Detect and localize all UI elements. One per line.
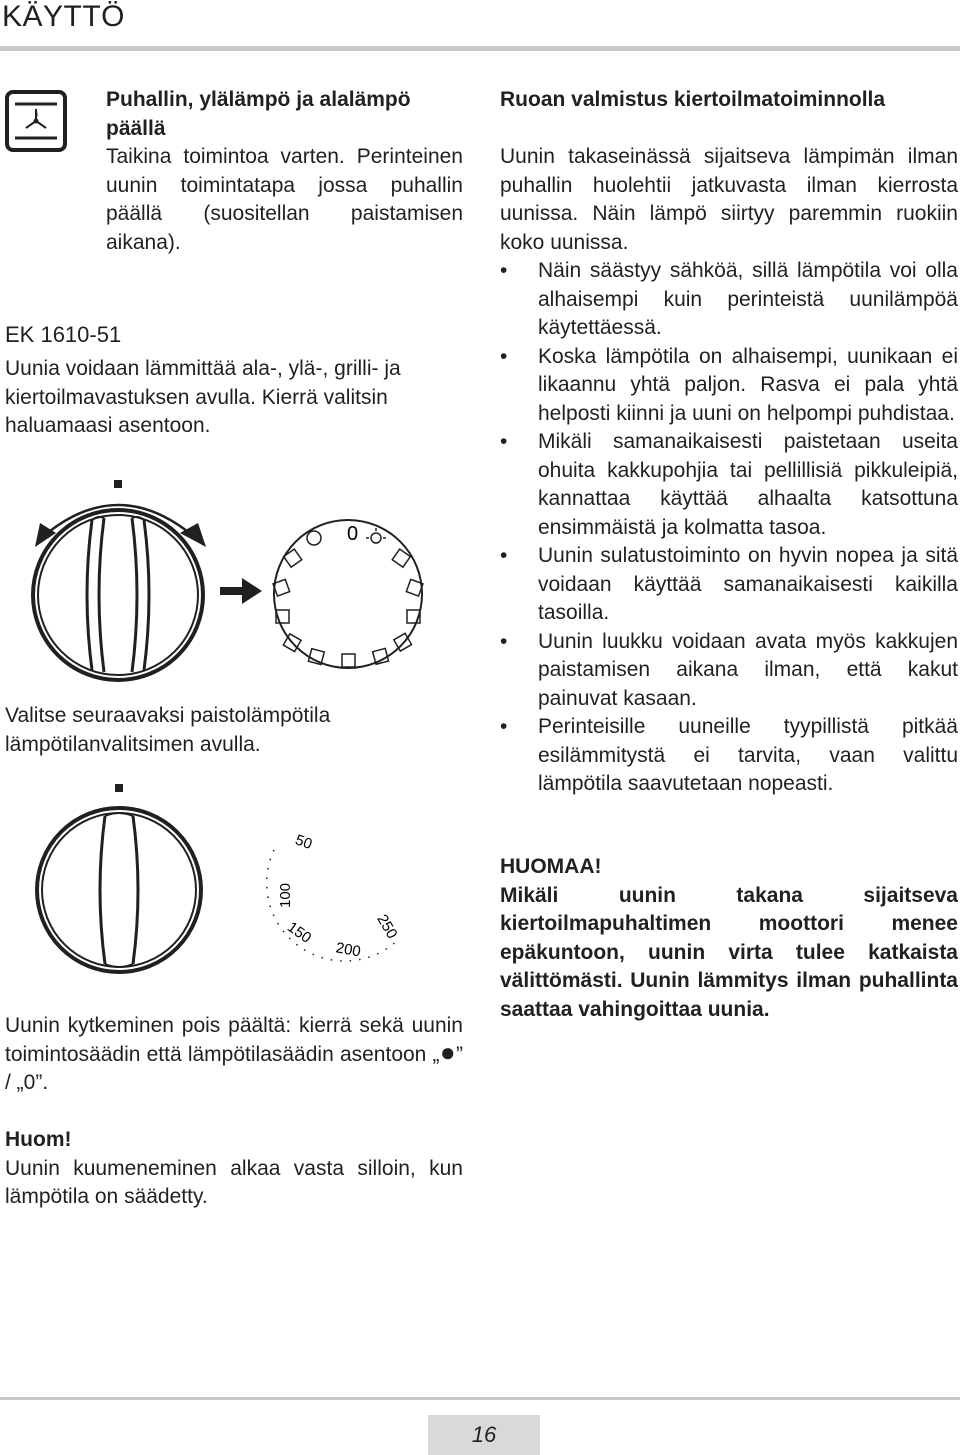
mode-heading: Puhallin, ylälämpö ja alalämpö päällä [106, 88, 411, 140]
switch-off-text: Uunin kytkeminen pois päältä: kierrä sekä uunin toimintosäädin että lämpötilasäädin asentoon „●” / „0”. [5, 1014, 463, 1094]
list-item: • Uunin luukku voidaan avata myös kakkujen paistamisen aikana ilman, että kakut painuvat kasaan. [500, 628, 958, 714]
model-label: EK 1610-51 [5, 322, 122, 347]
warning-title: HUOMAA! [500, 855, 602, 878]
list-item: • Mikäli samanaikaisesti paistetaan useita ohuita kakkupohjia tai pellillisiä pikkuleipiä, kannattaa käyttää alhaalta katsottuna ensimmäistä ja kolmatta tasoa. [500, 428, 958, 542]
page-number: 16 [428, 1415, 540, 1455]
temp-label-250: 250 [373, 911, 401, 942]
temp-label-50: 50 [292, 831, 315, 854]
temp-label-150: 150 [284, 918, 315, 947]
header-divider [0, 46, 960, 51]
warning-text: Mikäli uunin takana sijaitseva kiertoilmapuhaltimen moottori menee epäkuntoon, uunin virta tulee katkaista välittömästi. Uunin lämmitys ilman puhallinta saattaa vahingoittaa uunia. [500, 883, 958, 1021]
list-item: • Perinteisille uuneille tyypillistä pitkää esilämmitystä ei tarvita, vaan valittu lämpötila saavutetaan nopeasti. [500, 713, 958, 799]
page-title: KÄYTTÖ [2, 0, 126, 33]
mode-description: Taikina toimintoa varten. Perinteinen uunin toimintatapa jossa puhallin päällä (suositellan paistamisen aikana). [106, 145, 463, 254]
list-item: • Koska lämpötila on alhaisempi, uunikaan ei likaannu yhtä paljon. Rasva ei pala yhtä helposti kiinni ja uuni on helpompi puhdistaa. [500, 343, 958, 429]
function-knob-diagram [20, 475, 250, 690]
note-text: Uunin kuumeneminen alkaa vasta silloin, kun lämpötila on säädetty. [5, 1156, 463, 1208]
arrow-right-icon [220, 578, 262, 604]
temp-label-100: 100 [277, 882, 294, 908]
function-dial-zero: 0 [347, 523, 359, 545]
fan-top-bottom-heat-icon [5, 90, 67, 152]
note-title: Huom! [5, 1128, 72, 1151]
temperature-knob-diagram [35, 780, 235, 990]
temperature-dial-diagram [262, 810, 432, 970]
right-heading: Ruoan valmistus kiertoilmatoiminnolla [500, 88, 886, 111]
temp-instruction: Valitse seuraavaksi paistolämpötila lämpötilanvalitsimen avulla. [5, 704, 331, 756]
intro-text: Uunia voidaan lämmittää ala-, ylä-, grilli- ja kiertoilmavastuksen avulla. Kierrä valitsin haluamaasi asentoon. [5, 357, 401, 437]
right-intro: Uunin takaseinässä sijaitseva lämpimän ilman puhallin huolehtii jatkuvasta ilman kierrosta uunissa. Näin lämpö siirtyy paremmin ruokiin koko uunissa. [500, 145, 958, 254]
list-item: • Uunin sulatustoiminto on hyvin nopea ja sitä voidaan käyttää samanaikaisesti kaikilla tasoilla. [500, 542, 958, 628]
temp-label-200: 200 [334, 939, 363, 961]
feature-list [500, 257, 958, 799]
function-dial-diagram [262, 508, 434, 680]
off-dot-icon: ● [439, 1036, 456, 1067]
footer-divider [0, 1397, 960, 1400]
list-item: • Näin säästyy sähköä, sillä lämpötila voi olla alhaisempi kuin perinteistä uunilämpöä käytettäessä. [500, 257, 958, 343]
